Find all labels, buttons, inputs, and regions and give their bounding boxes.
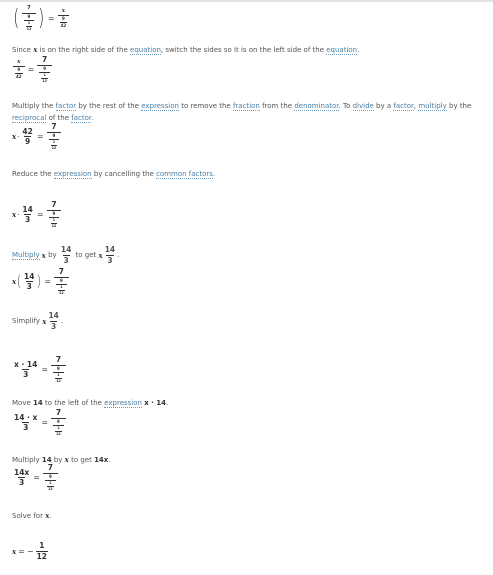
numerator: 14	[24, 271, 35, 281]
link-fraction[interactable]: fraction	[232, 102, 260, 110]
numerator: 14	[104, 245, 116, 254]
numerator: x	[61, 7, 66, 14]
denominator: 3	[19, 478, 25, 488]
denominator: 3	[25, 215, 31, 225]
equals-sign: =	[36, 132, 44, 142]
step-3-text: Reduce the expression by cancelling the common factors.	[12, 170, 216, 178]
link-equation[interactable]: equation	[130, 46, 161, 54]
denominator: 3	[51, 321, 57, 331]
link-factor[interactable]: factor	[71, 114, 92, 122]
denominator: 3	[23, 423, 29, 433]
denominator: 3	[26, 282, 32, 292]
numerator: 7	[55, 355, 62, 364]
numerator: 7	[58, 267, 65, 276]
numerator: 7	[51, 122, 57, 131]
equation-6	[12, 409, 67, 436]
equals-sign: =	[36, 210, 44, 220]
step-2-text-line1: Multiply the factor by the rest of the expression to remove the fraction from the denominator. To divide by a factor, multiply by the	[12, 102, 472, 110]
link-equation[interactable]: equation	[326, 46, 358, 54]
step-4-text: Multiply x by $\frac{14}{3}$ to get x $\frac{14}{3}$ .	[12, 245, 120, 265]
numerator: 7	[51, 200, 57, 209]
numerator: 1	[39, 541, 45, 550]
equals-sign: =	[33, 473, 40, 483]
numerator: 7	[47, 463, 53, 472]
denominator: 12	[26, 26, 32, 31]
denominator: 9	[25, 137, 31, 147]
link-denominator[interactable]: denominator	[294, 102, 339, 110]
top-rule	[0, 0, 493, 2]
denominator: 12	[59, 290, 64, 295]
numerator: 1	[52, 139, 56, 144]
numerator: 9	[43, 65, 47, 71]
numerator: 9	[57, 418, 60, 424]
link-expression[interactable]: expression	[53, 170, 92, 178]
link-multiply[interactable]: Multiply	[12, 250, 40, 259]
numerator: 9	[62, 16, 65, 22]
numerator: x	[17, 58, 21, 65]
equation-1	[12, 56, 53, 83]
denominator: 12	[36, 551, 48, 561]
numerator: 7	[27, 5, 31, 11]
denominator: 3	[23, 370, 29, 380]
link-multiply[interactable]: multiply	[418, 102, 447, 110]
final-answer: x = − $\frac{1}{12}$	[12, 541, 48, 561]
numerator: 1	[57, 425, 60, 430]
link-divide[interactable]: divide	[352, 102, 374, 110]
numerator: 9	[60, 277, 63, 283]
numerator: 1	[57, 372, 60, 377]
header-rhs-fraction	[58, 9, 70, 29]
link-expression[interactable]: expression	[141, 102, 179, 110]
numerator: 7	[42, 55, 48, 64]
numerator: 14 · x	[14, 412, 38, 422]
step-8-text: Solve for x.	[12, 511, 52, 520]
numerator: 14	[48, 311, 59, 320]
link-factor[interactable]: factor	[393, 102, 414, 110]
header-lhs-fraction	[22, 6, 37, 31]
denominator: 42	[60, 23, 67, 29]
numerator: 1	[49, 480, 52, 485]
numerator: 42	[22, 126, 33, 136]
step-6-text: Move 14 to the left of the expression x · 14.	[12, 399, 169, 407]
numerator: 14	[22, 204, 33, 214]
denominator: 42	[16, 74, 22, 80]
numerator: 14x	[14, 467, 30, 477]
numerator: 1	[27, 20, 31, 25]
denominator: 12	[42, 78, 47, 83]
step-7-text: Multiply 14 by x to get 14x.	[12, 455, 111, 464]
denominator: 12	[56, 378, 61, 383]
link-reciprocal[interactable]: reciprocal	[12, 114, 47, 122]
equals-sign: =	[41, 418, 49, 428]
right-paren: )	[38, 5, 45, 31]
header-equation	[12, 6, 70, 31]
numerator: 1	[52, 217, 56, 222]
step-1-text: Since x is on the right side of the equation, switch the sides so it is on the left side of the equation.	[12, 45, 360, 54]
numerator: 14	[60, 245, 72, 254]
denominator: 12	[51, 223, 57, 228]
numerator: x · 14	[14, 359, 38, 369]
step-5-text: Simplify x $\frac{14}{3}$ .	[12, 311, 64, 331]
denominator: 12	[56, 431, 61, 436]
equation-7	[12, 464, 59, 491]
numerator: 1	[60, 284, 63, 289]
denominator: 12	[47, 486, 53, 491]
equation-5	[12, 356, 67, 383]
link-common-factors[interactable]: common factors	[156, 170, 213, 178]
numerator: 9	[17, 67, 21, 73]
equation-4: x ( $\frac{14}{3}$ ) = $\frac{7}{\frac{9}{\frac{1}{12}}}$	[12, 268, 70, 295]
step-2-text-line2: reciprocal of the factor.	[12, 114, 94, 122]
denominator: 3	[63, 255, 69, 265]
link-expression[interactable]: expression	[104, 399, 142, 407]
numerator: 9	[57, 365, 60, 371]
denominator: 3	[107, 255, 113, 265]
equals-sign: =	[27, 65, 35, 75]
numerator: 9	[52, 210, 56, 216]
numerator: 1	[43, 72, 46, 77]
numerator: 9	[48, 473, 52, 479]
equals-sign: =	[44, 277, 52, 287]
equation-2: x · $\frac{42}{9}$ = $\frac{7}{\frac{9}{\frac{1}{12}}}$	[12, 123, 62, 150]
numerator: 9	[27, 13, 31, 19]
left-paren: (	[13, 5, 20, 31]
numerator: 9	[52, 132, 56, 138]
numerator: 7	[55, 408, 62, 417]
equals-sign: =	[41, 365, 49, 375]
denominator: 12	[51, 145, 57, 150]
link-factor[interactable]: factor	[55, 102, 77, 110]
equation-3: x · $\frac{14}{3}$ = $\frac{7}{\frac{9}{\frac{1}{12}}}$	[12, 201, 62, 228]
equals-sign: =	[47, 14, 55, 24]
